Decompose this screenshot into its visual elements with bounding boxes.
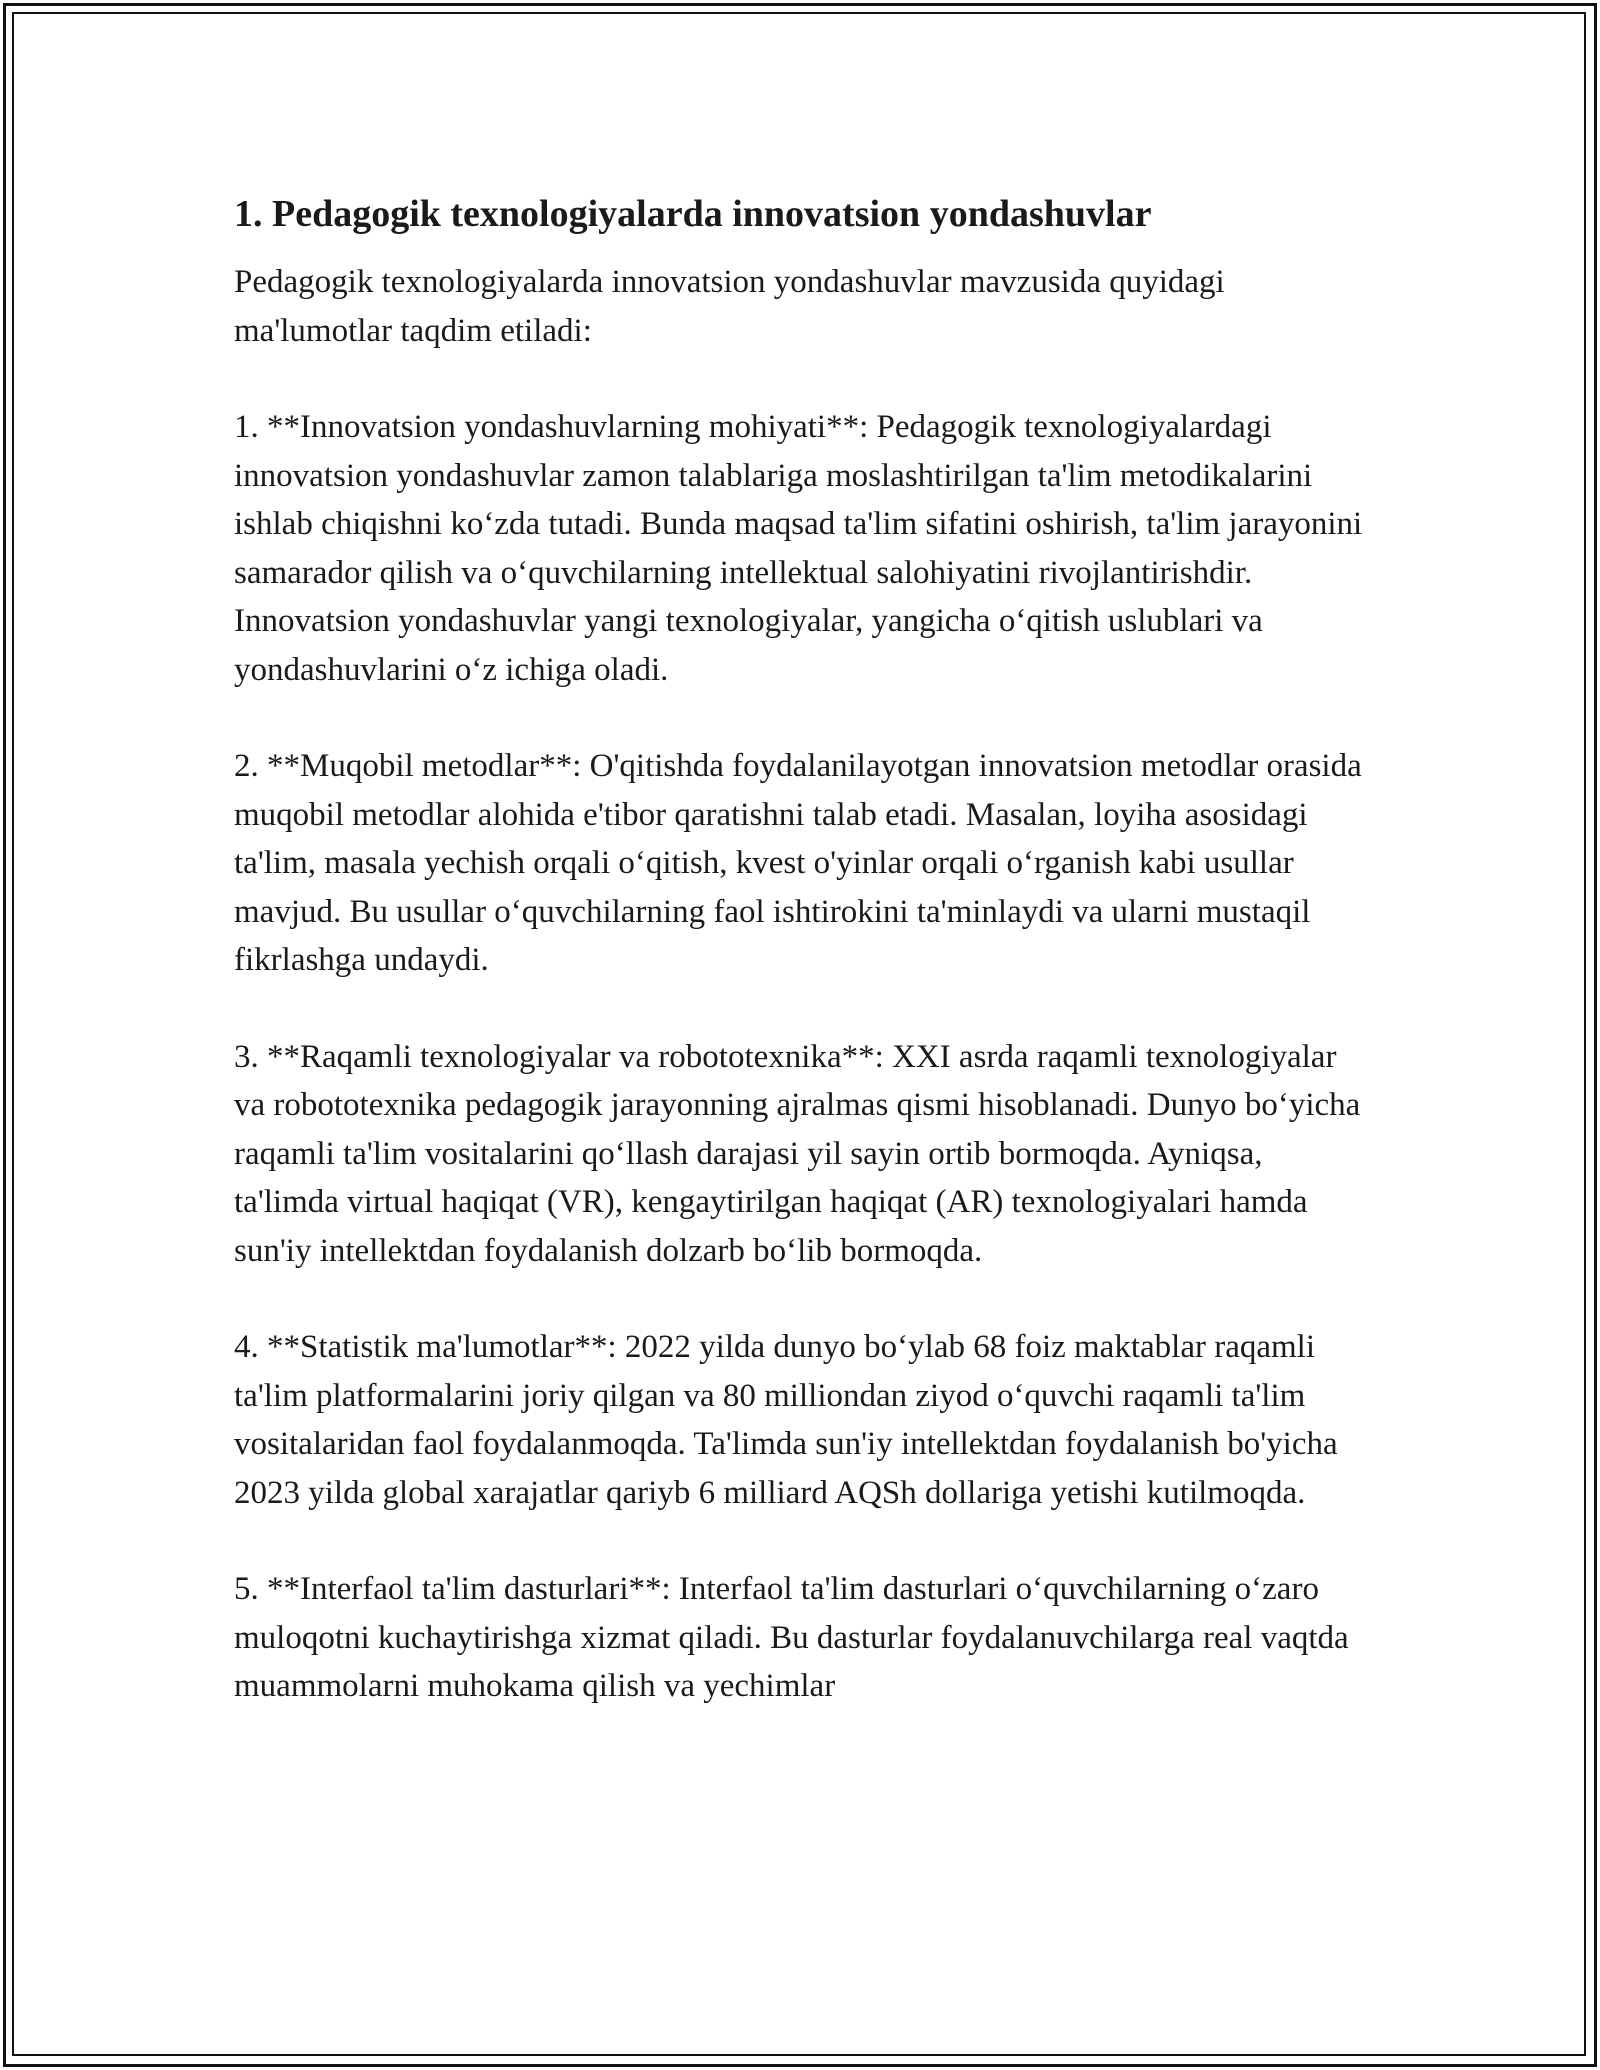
paragraph-statistics: 4. **Statistik ma'lumotlar**: 2022 yilda dunyo boʻylab 68 foiz maktablar raqamli ta'lim platformalarini joriy qilgan va 80 milliondan ziyod oʻquvchi raqamli ta'lim vositalaridan faol foydalanmoqda. Ta'limda sun'iy intellektdan foydalanish bo'yicha 2023 yilda global xarajatlar qariyb 6 milliard AQSh dollariga yetishi kutilmoqda. (234, 1329, 1338, 1511)
intro-paragraph: Pedagogik texnologiyalarda innovatsion yondashuvlar mavzusida quyidagi ma'lumotlar taqdim etiladi: (234, 264, 1225, 349)
paragraph-interactive-programs: 5. **Interfaol ta'lim dasturlari**: Interfaol ta'lim dasturlari oʻquvchilarning oʻzaro muloqotni kuchaytirishga xizmat qiladi. Bu dasturlar foydalanuvchilarga real vaqtda muammolarni muhokama qilish va yechimlar (234, 1571, 1349, 1704)
document-body (234, 188, 1374, 1759)
paragraph-digital-technologies: 3. **Raqamli texnologiyalar va robototexnika**: XXI asrda raqamli texnologiyalar va robototexnika pedagogik jarayonning ajralmas qismi hisoblanadi. Dunyo boʻyicha raqamli ta'lim vositalarini qoʻllash darajasi yil sayin ortib bormoqda. Ayniqsa, ta'limda virtual haqiqat (VR), kengaytirilgan haqiqat (AR) texnologiyalari hamda sun'iy intellektdan foydalanish dolzarb boʻlib bormoqda. (234, 1038, 1361, 1269)
paragraph-alternative-methods: 2. **Muqobil metodlar**: O'qitishda foydalanilayotgan innovatsion metodlar orasida muqobil metodlar alohida e'tibor qaratishni talab etadi. Masalan, loyiha asosidagi ta'lim, masala yechish orqali oʻqitish, kvest o'yinlar orqali oʻrganish kabi usullar mavjud. Bu usullar oʻquvchilarning faol ishtirokini ta'minlaydi va ularni mustaqil fikrlashga undaydi. (234, 748, 1362, 978)
section-heading: 1. Pedagogik texnologiyalarda innovatsion yondashuvlar (234, 193, 1152, 235)
paragraph-innovation-essence: 1. **Innovatsion yondashuvlarning mohiyati**: Pedagogik texnologiyalardagi innovatsion yondashuvlar zamon talablariga moslashtirilgan ta'lim metodikalarini ishlab chiqishni koʻzda tutadi. Bunda maqsad ta'lim sifatini oshirish, ta'lim jarayonini samarador qilish va oʻquvchilarning intellektual salohiyatini rivojlantirishdir. Innovatsion yondashuvlar yangi texnologiyalar, yangicha oʻqitish uslublari va yondashuvlarini oʻz ichiga oladi. (234, 409, 1363, 688)
